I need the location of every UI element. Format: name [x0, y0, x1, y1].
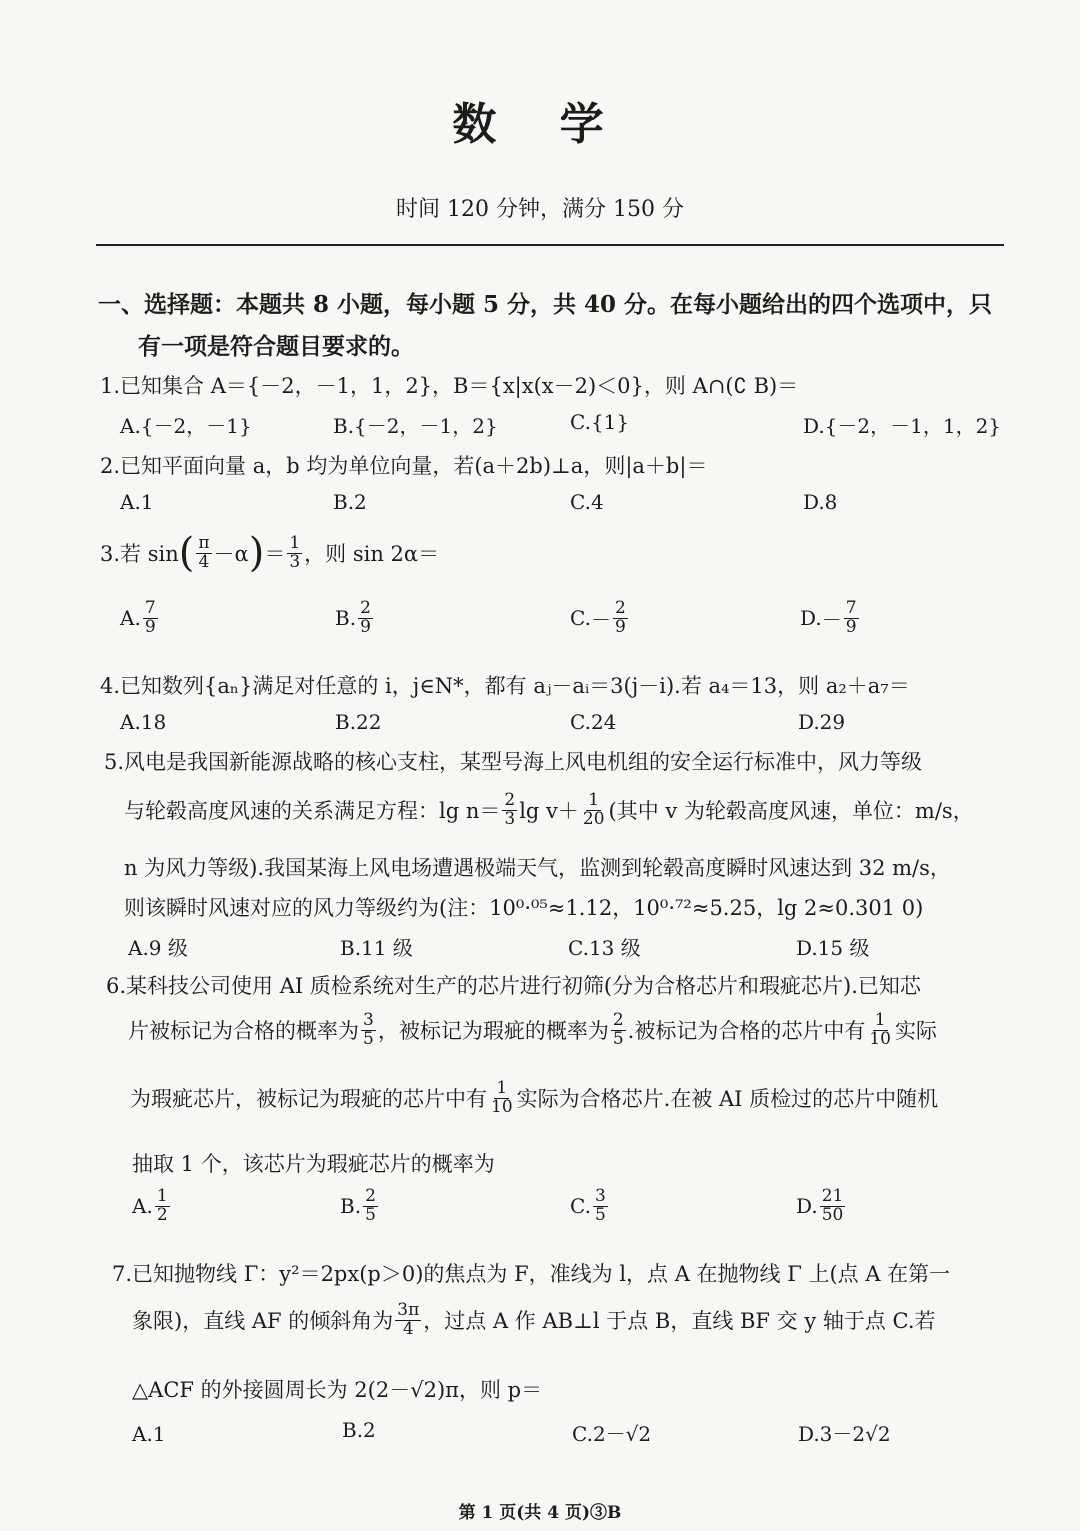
- q2-option-d: D.8: [803, 490, 838, 514]
- q2-option-a: A.1: [120, 490, 154, 514]
- header-divider: [96, 244, 1004, 246]
- q7-option-c: C.2－√2: [572, 1422, 652, 1446]
- q4-option-a: A.18: [120, 710, 167, 734]
- q6-option-a: A. $\frac{1}{2}$: [132, 1186, 168, 1225]
- q6-option-b: B. $\frac{2}{5}$: [340, 1186, 376, 1225]
- q1-option-b: B.{－2，－1，2}: [333, 414, 498, 438]
- question-5-line4: 则该瞬时风速对应的风力等级约为(注：10⁰·⁰⁵≈1.12，10⁰·⁷²≈5.25，lg 2≈0.301 0): [124, 896, 924, 920]
- q3-option-b: B. $\frac{2}{9}$: [335, 598, 371, 637]
- q6-option-c: C. $\frac{3}{5}$: [570, 1186, 606, 1225]
- q1-option-d: D.{－2，－1，1，2}: [803, 414, 1002, 438]
- q3-option-c: C. － $\frac{2}{9}$: [570, 598, 626, 637]
- question-7-line3: △ACF 的外接圆周长为 2(2－√2)π，则 p＝: [132, 1378, 543, 1402]
- q2-option-b: B.2: [333, 490, 367, 514]
- q5-option-a: A.9 级: [128, 936, 188, 960]
- section-heading-line2: 有一项是符合题目要求的。: [138, 333, 414, 360]
- question-7-line2: 象限)，直线 AF 的倾斜角为 $\frac{3\pi}{4}$ ，过点 A 作 AB⊥l 于点 B，直线 BF 交 y 轴于点 C.若: [132, 1300, 936, 1339]
- question-7-line1: 7.已知抛物线 Γ：y²＝2px(p＞0)的焦点为 F，准线为 l，点 A 在抛物线 Γ 上(点 A 在第一: [112, 1262, 951, 1286]
- q7-option-b: B.2: [342, 1418, 376, 1442]
- q4-option-c: C.24: [570, 710, 617, 734]
- question-3-stem: 3.若 sin ( $\frac{\pi}{4}$ －α ) ＝ $\frac{1}{3}$ ，则 sin 2α＝: [100, 530, 440, 576]
- q4-option-b: B.22: [335, 710, 382, 734]
- page-title: 数 学: [452, 99, 628, 150]
- q1-option-a: A.{－2，－1}: [120, 414, 252, 438]
- page-footer: 第 1 页(共 4 页)③B: [458, 1503, 622, 1523]
- question-6-line1: 6.某科技公司使用 AI 质检系统对生产的芯片进行初筛(分为合格芯片和瑕疵芯片).已知芯: [106, 974, 921, 998]
- q5-option-b: B.11 级: [340, 936, 413, 960]
- q5-option-c: C.13 级: [568, 936, 641, 960]
- question-2-stem: 2.已知平面向量 a，b 均为单位向量，若(a＋2b)⊥a，则|a＋b|＝: [100, 454, 708, 478]
- q3-option-a: A. $\frac{7}{9}$: [120, 598, 156, 637]
- question-6-line4: 抽取 1 个，该芯片为瑕疵芯片的概率为: [132, 1152, 495, 1176]
- q3-option-d: D. － $\frac{7}{9}$: [800, 598, 857, 637]
- q5-option-d: D.15 级: [796, 936, 870, 960]
- section-heading-line1: 一、选择题：本题共 8 小题，每小题 5 分，共 40 分。在每小题给出的四个选项中，只: [98, 291, 993, 318]
- q2-option-c: C.4: [570, 490, 604, 514]
- question-4-stem: 4.已知数列{aₙ}满足对任意的 i，j∈N*，都有 aⱼ－aᵢ＝3(j－i).若 a₄＝13，则 a₂＋a₇＝: [100, 674, 910, 698]
- q1-option-c: C.{1}: [570, 410, 630, 434]
- question-5-line2: 与轮毂高度风速的关系满足方程：lg n＝ $\frac{2}{3}$ lg v＋ $\frac{1}{20}$ (其中 v 为轮毂高度风速，单位：m/s，: [124, 790, 974, 829]
- question-6-line2: 片被标记为合格的概率为 $\frac{3}{5}$ ，被标记为瑕疵的概率为 $\frac{2}{5}$ .被标记为合格的芯片中有 $\frac{1}{10}$ 实际: [128, 1010, 937, 1049]
- q4-option-d: D.29: [798, 710, 846, 734]
- question-6-line3: 为瑕疵芯片，被标记为瑕疵的芯片中有 $\frac{1}{10}$ 实际为合格芯片.在被 AI 质检过的芯片中随机: [130, 1078, 939, 1117]
- q6-option-d: D. $\frac{21}{50}$: [796, 1186, 844, 1225]
- q7-option-a: A.1: [132, 1422, 166, 1446]
- question-1-stem: 1.已知集合 A＝{－2，－1，1，2}，B＝{x|x(x－2)＜0}，则 A∩(∁ B)＝: [100, 374, 799, 398]
- question-5-line3: n 为风力等级).我国某海上风电场遭遇极端天气，监测到轮毂高度瞬时风速达到 32 m/s，: [124, 856, 951, 880]
- q3-frac-pi-4: $\frac{\pi}{4}$: [198, 532, 210, 572]
- question-5-line1: 5.风电是我国新能源战略的核心支柱，某型号海上风电机组的安全运行标准中，风力等级: [104, 750, 923, 774]
- q3-frac-rhs: $\frac{1}{3}$: [289, 532, 301, 572]
- q7-option-d: D.3－2√2: [798, 1422, 891, 1446]
- exam-info: 时间 120 分钟，满分 150 分: [396, 197, 684, 222]
